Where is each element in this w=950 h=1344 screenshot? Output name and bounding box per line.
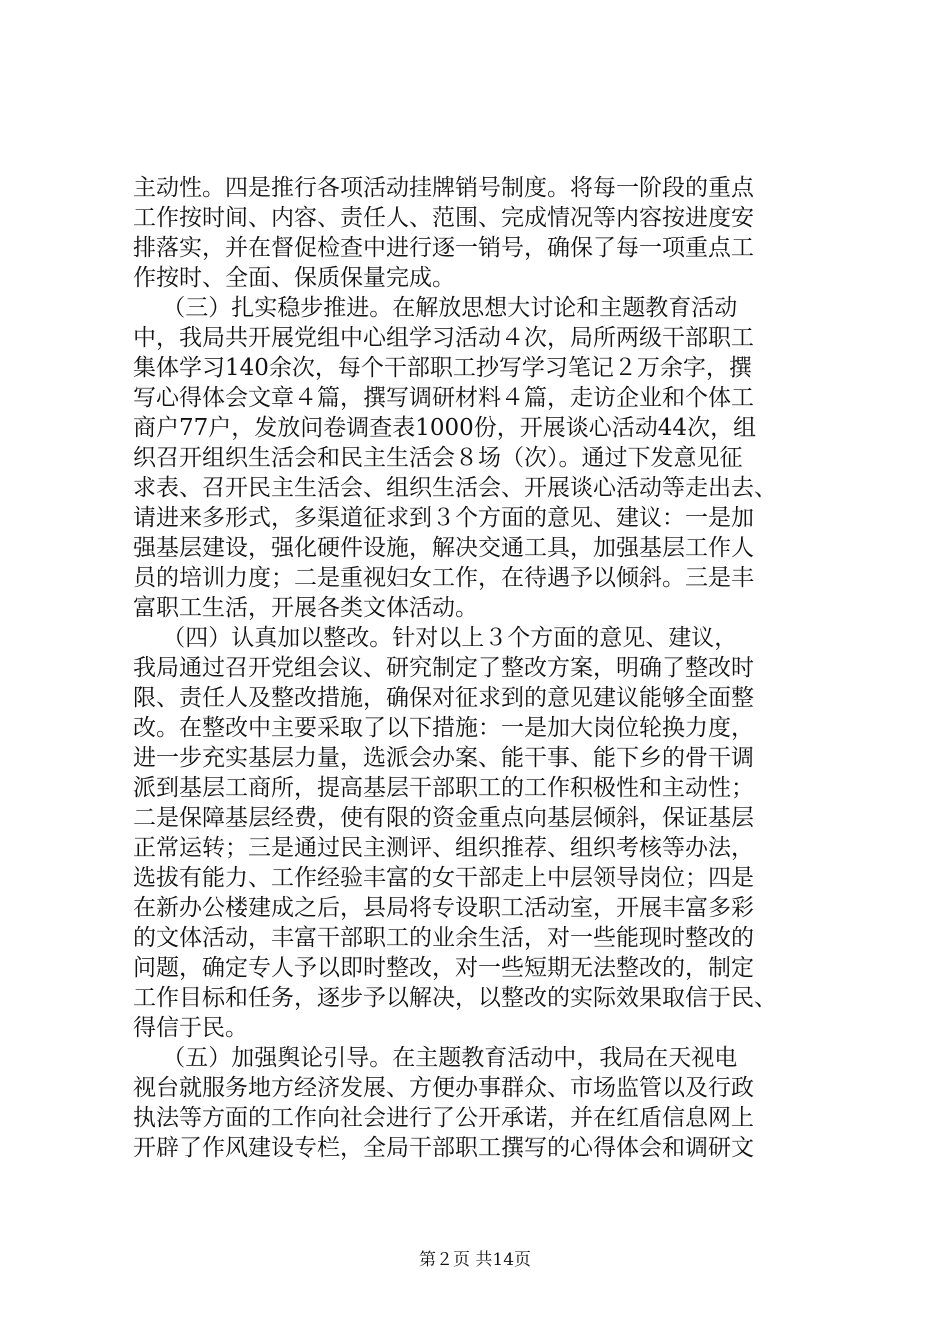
paragraph-section-3: （三）扎实稳步推进。在解放思想大讨论和主题教育活动 中，我局共开展党组中心组学习活动４次，局所两级干部职工 集体学习140余次，每个干部职工抄写学习笔记２万余字，撰 写心得体会文章４篇，撰写调研材料４篇，走访企业和个体工 商户77户，发放问卷调查表1000份，开展谈心活动44次，组 织召开组织生活会和民主生活会８场（次）。通过下发意见征 求表、召开民主生活会、组织生活会、开展谈心活动等走出去、 请进来多形式，多渠道征求到３个方面的意见、建议：一是加 强基层建设，强化硬件设施，解决交通工具，加强基层工作人 员的培训力度；二是重视妇女工作，在待遇予以倾斜。三是丰 富职工生活，开展各类文体活动。 xyxy=(133,295,777,621)
paragraph-section-5: （五）加强舆论引导。在主题教育活动中，我局在天视电 视台就服务地方经济发展、方便办事群众、市场监管以及行政 执法等方面的工作向社会进行了公开承诺，并在红盾信息网上 开辟了作风建设专栏，全局干部职工撰写的心得体会和调研文 xyxy=(133,1045,754,1161)
page-number-footer: 第２页 共14页 xyxy=(418,1250,532,1270)
document-body xyxy=(133,173,829,1163)
paragraph-section-4: （四）认真加以整改。针对以上３个方面的意见、建议， 我局通过召开党组会议、研究制定了整改方案，明确了整改时 限、责任人及整改措施，确保对征求到的意见建议能够全面整 改。在整改中主要采取了以下措施：一是加大岗位轮换力度， 进一步充实基层力量，选派会办案、能干事、能下乡的骨干调 派到基层工商所，提高基层干部职工的工作积极性和主动性； 二是保障基层经费，使有限的资金重点向基层倾斜，保证基层 正常运转；三是通过民主测评、组织推荐、组织考核等办法， 选拔有能力、工作经验丰富的女干部走上中层领导岗位；四是 在新办公楼建成之后，县局将专设职工活动室，开展丰富多彩 的文体活动，丰富干部职工的业余生活，对一些能现时整改的 问题，确定专人予以即时整改，对一些短期无法整改的，制定 工作目标和任务，逐步予以解决，以整改的实际效果取信于民、 得信于民。 xyxy=(133,625,777,1041)
paragraph-continuation: 主动性。四是推行各项活动挂牌销号制度。将每一阶段的重点 工作按时间、内容、责任人、范围、完成情况等内容按进度安 排落实，并在督促检查中进行逐一销号，确保了每一项重点工 作按时、全面、保质保量完成。 xyxy=(133,175,754,291)
